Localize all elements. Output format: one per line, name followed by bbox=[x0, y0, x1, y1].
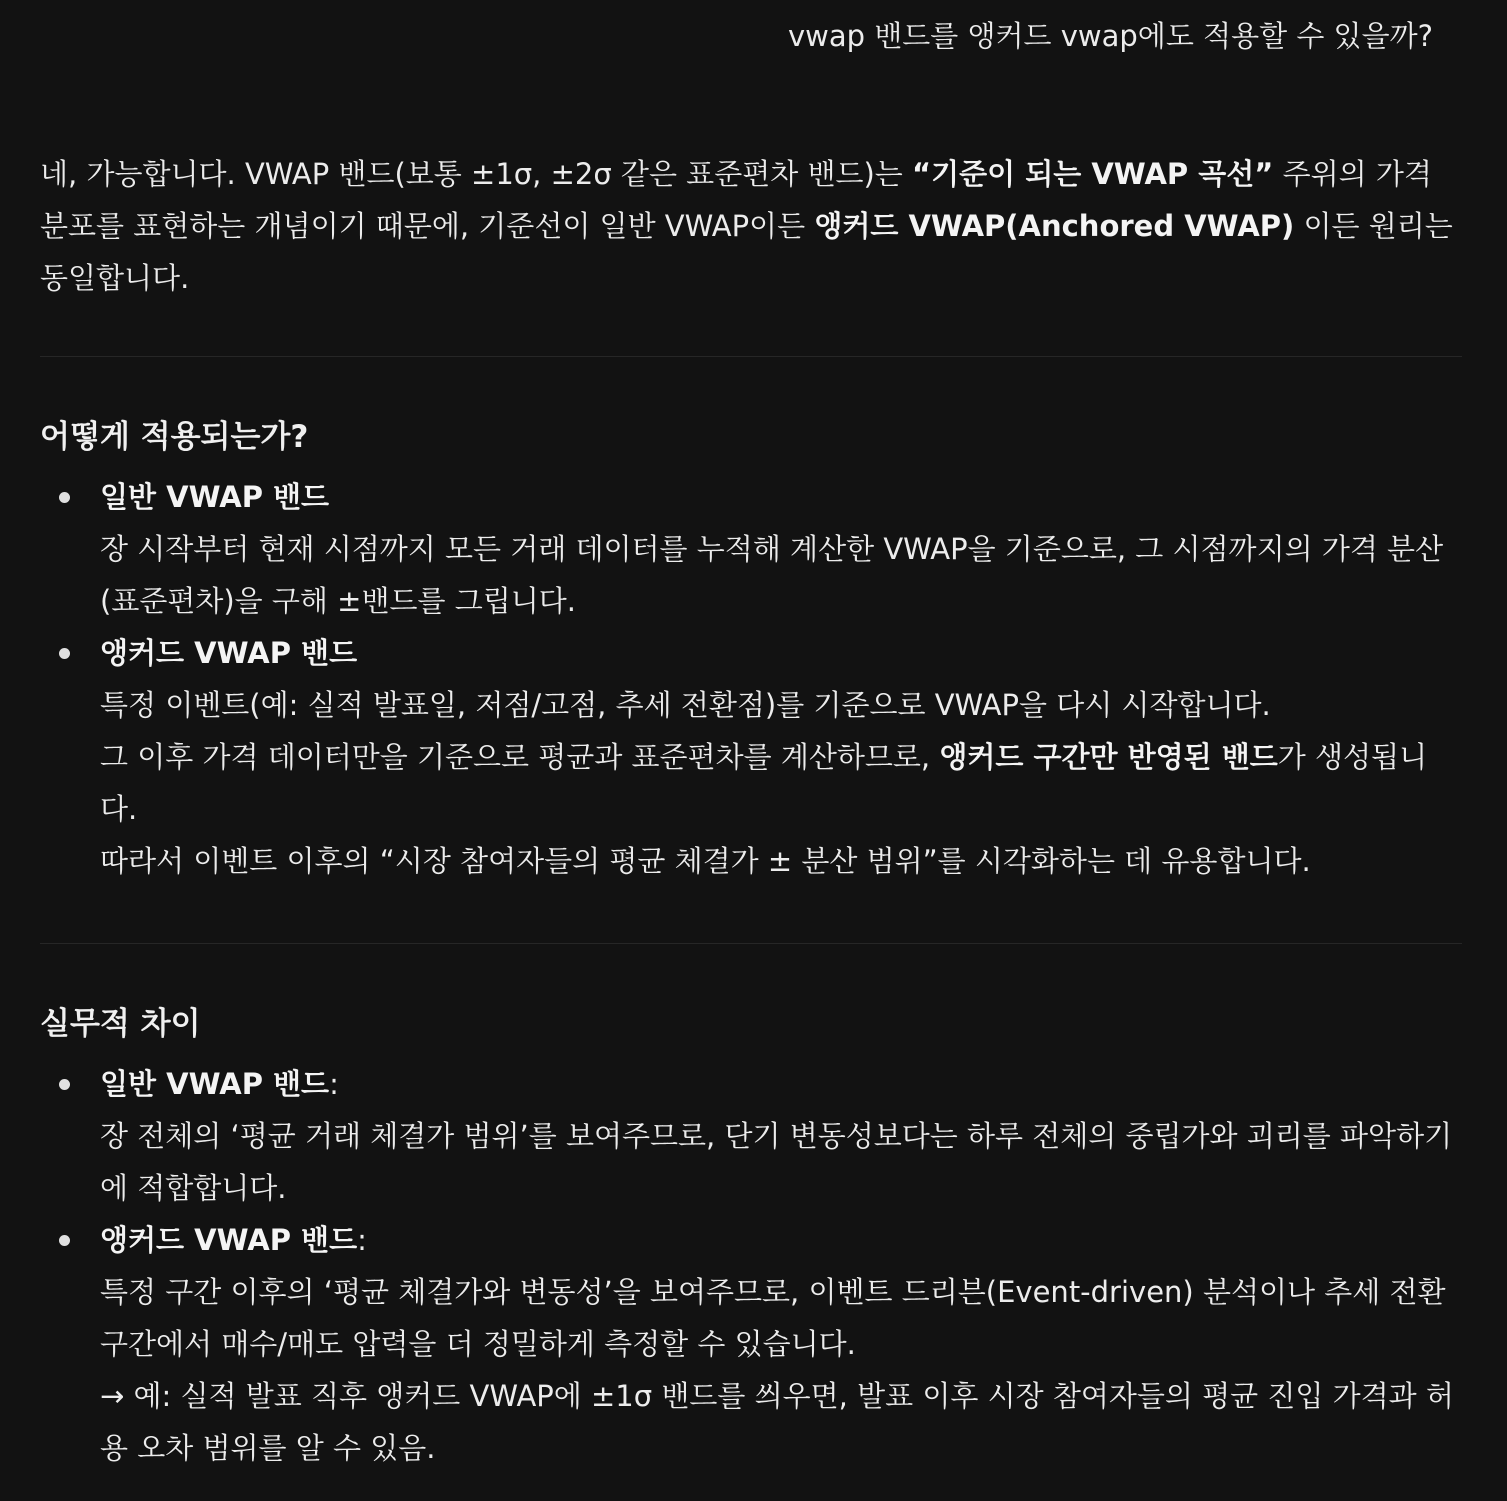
divider bbox=[40, 943, 1462, 944]
item-title-row bbox=[100, 1214, 1462, 1266]
item-text-part: 가 생성됩니다. bbox=[100, 740, 1428, 826]
item-bold-text: 앵커드 구간만 반영된 밴드 bbox=[939, 740, 1278, 774]
item-text: 특정 구간 이후의 ‘평균 체결가와 변동성’을 보여주므로, 이벤트 드리븐(Event-driven) 분석이나 추세 전환 구간에서 매수/매도 압력을 더 정밀하게 측정할 수 있습니다. bbox=[100, 1275, 1446, 1361]
difference-list bbox=[40, 1058, 1462, 1474]
list-item bbox=[40, 471, 1462, 627]
item-title: 일반 VWAP 밴드 bbox=[100, 480, 330, 514]
item-text: 장 시작부터 현재 시점까지 모든 거래 데이터를 누적해 계산한 VWAP을 기준으로, 그 시점까지의 가격 분산(표준편차)을 구해 ±밴드를 그립니다. bbox=[100, 532, 1444, 618]
list-item bbox=[40, 1214, 1462, 1474]
intro-bold-1: “기준이 되는 VWAP 곡선” bbox=[912, 157, 1274, 191]
bullet-icon bbox=[59, 492, 70, 503]
item-text: → 예: 실적 발표 직후 앵커드 VWAP에 ±1σ 밴드를 씌우면, 발표 이후 시장 참여자들의 평균 진입 가격과 허용 오차 범위를 알 수 있음. bbox=[100, 1379, 1454, 1465]
assistant-answer bbox=[40, 148, 1462, 1474]
intro-bold-2: 앵커드 VWAP(Anchored VWAP) bbox=[814, 209, 1295, 243]
bullet-icon bbox=[59, 1079, 70, 1090]
item-text: 따라서 이벤트 이후의 “시장 참여자들의 평균 체결가 ± 분산 범위”를 시각화하는 데 유용합니다. bbox=[100, 844, 1311, 878]
application-list bbox=[40, 471, 1462, 887]
section-heading-application: 어떻게 적용되는가? bbox=[40, 419, 309, 455]
item-title: 앵커드 VWAP 밴드 bbox=[100, 1223, 358, 1257]
item-text-part: 그 이후 가격 데이터만을 기준으로 평균과 표준편차를 계산하므로, bbox=[100, 740, 940, 774]
bullet-icon bbox=[59, 648, 70, 659]
item-text: 특정 이벤트(예: 실적 발표일, 저점/고점, 추세 전환점)를 기준으로 VWAP을 다시 시작합니다. bbox=[100, 688, 1271, 722]
divider bbox=[40, 356, 1462, 357]
item-title: 앵커드 VWAP 밴드 bbox=[100, 636, 358, 670]
item-text bbox=[100, 731, 1462, 835]
list-item bbox=[40, 1058, 1462, 1214]
intro-text-2: 주위의 가격 분포를 표현하는 개념이기 때문에, 기준선이 일반 VWAP이든 bbox=[40, 157, 1432, 243]
item-title-colon: : bbox=[329, 1067, 339, 1101]
item-title-colon: : bbox=[357, 1223, 367, 1257]
user-message: vwap 밴드를 앵커드 vwap에도 적용할 수 있을까? bbox=[787, 19, 1433, 53]
item-title-row bbox=[100, 1058, 1462, 1110]
intro-text-1: 네, 가능합니다. VWAP 밴드(보통 ±1σ, ±2σ 같은 표준편차 밴드)는 bbox=[40, 157, 913, 191]
item-title: 일반 VWAP 밴드 bbox=[100, 1067, 330, 1101]
section-heading-practical-difference: 실무적 차이 bbox=[40, 1006, 201, 1042]
bullet-icon bbox=[59, 1235, 70, 1246]
list-item bbox=[40, 627, 1462, 887]
intro-text-3: 이든 원리는 동일합니다. bbox=[40, 209, 1453, 295]
intro-paragraph bbox=[40, 148, 1462, 304]
item-text: 장 전체의 ‘평균 거래 체결가 범위’를 보여주므로, 단기 변동성보다는 하루 전체의 중립가와 괴리를 파악하기에 적합합니다. bbox=[100, 1119, 1453, 1205]
